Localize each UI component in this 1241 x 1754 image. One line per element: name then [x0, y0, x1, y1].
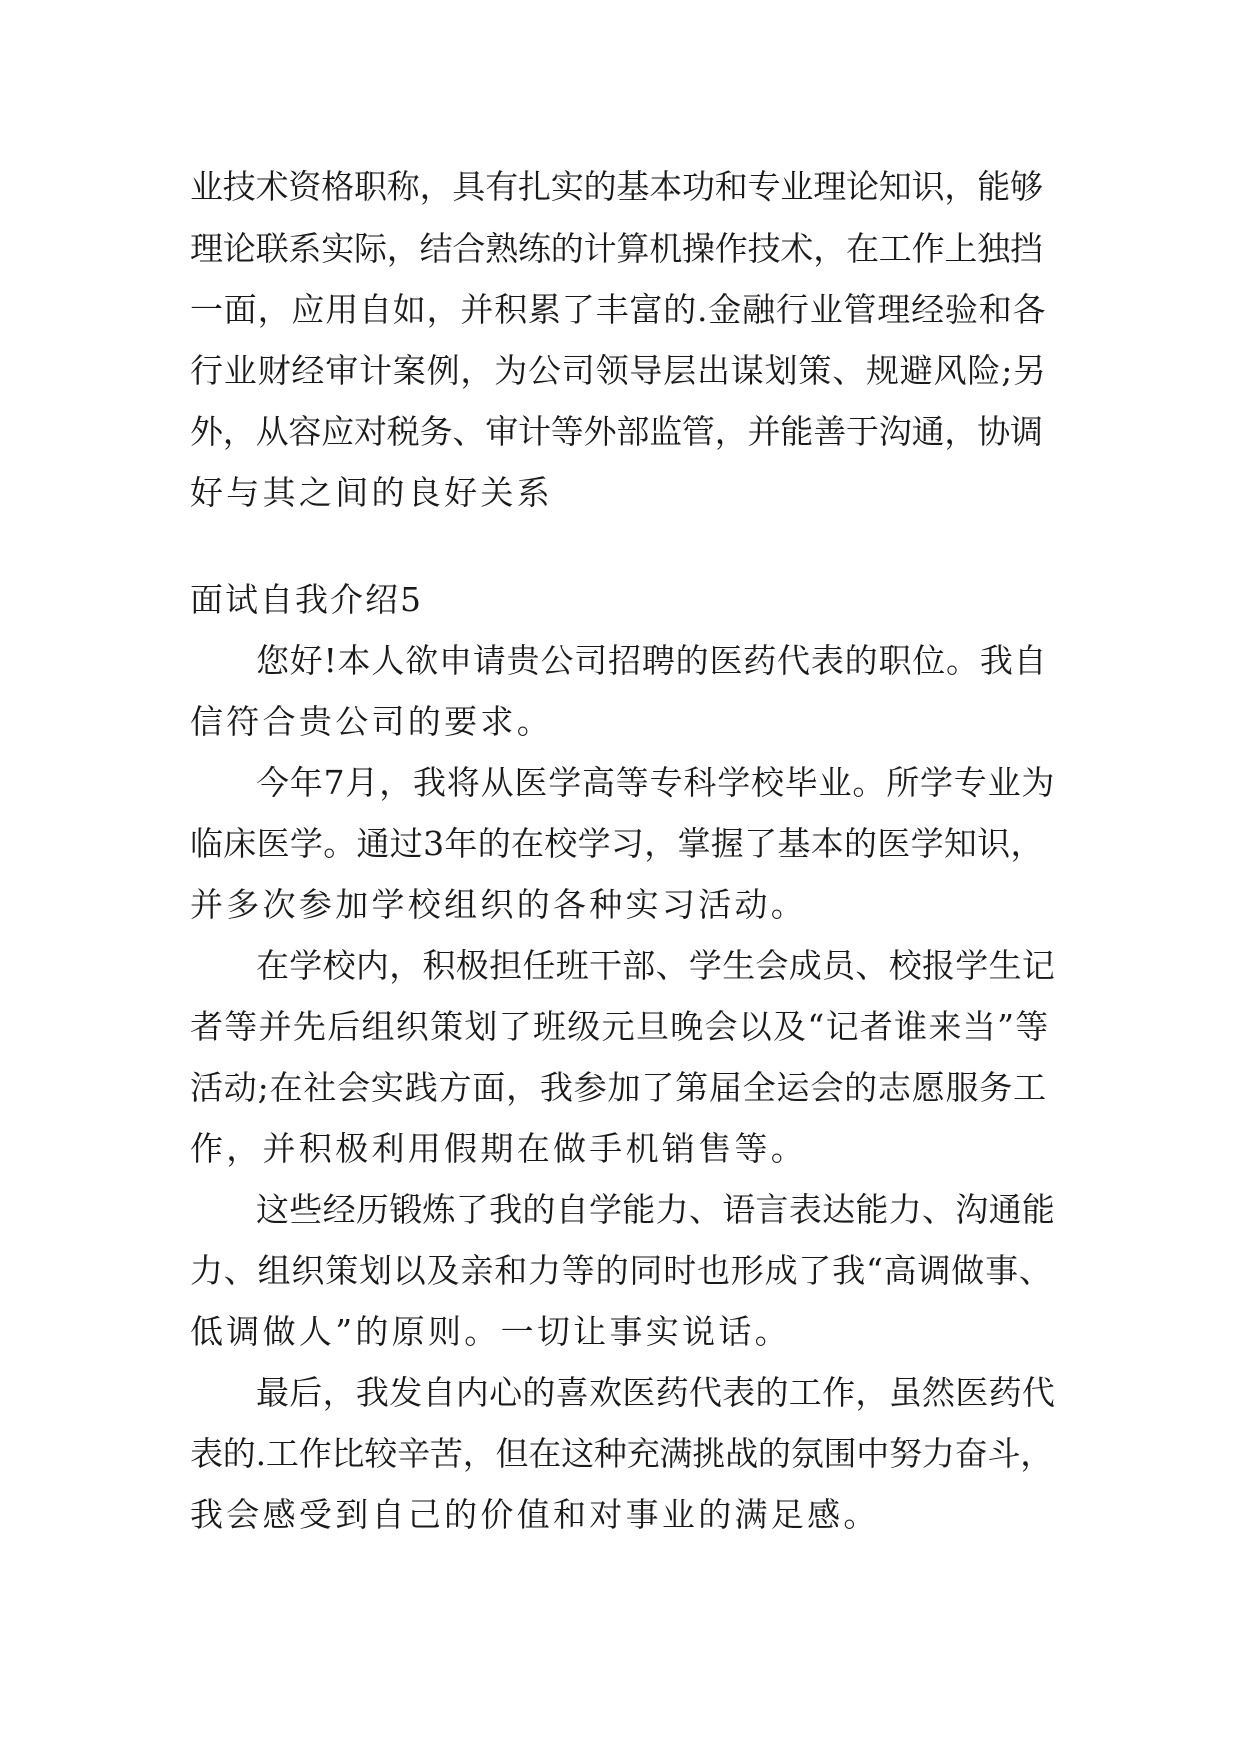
continuation-line: 外，从容应对税务、审计等外部监管，并能善于沟通，协调: [190, 412, 1043, 451]
paragraph-line: 您好!本人欲申请贵公司招聘的医药代表的职位。我自: [256, 641, 1048, 680]
paragraph-line: 我会感受到自己的价值和对事业的满足感。: [190, 1495, 880, 1534]
paragraph-line: 今年7月，我将从医学高等专科学校毕业。所学专业为: [256, 763, 1056, 802]
paragraph-line: 低调做人”的原则。一切让事实说话。: [190, 1312, 791, 1351]
continuation-line: 行业财经审计案例，为公司领导层出谋划策、规避风险;另: [190, 351, 1047, 390]
paragraph-line: 在学校内，积极担任班干部、学生会成员、校报学生记: [256, 946, 1056, 985]
paragraph-line: 作，并积极利用假期在做手机销售等。: [190, 1129, 808, 1168]
paragraph-line: 活动;在社会实践方面，我参加了第届全运会的志愿服务工: [190, 1068, 1047, 1107]
continuation-line: 好与其之间的良好关系: [190, 473, 553, 512]
continuation-line: 一面，应用自如，并积累了丰富的.金融行业管理经验和各: [190, 290, 1047, 329]
paragraph-line: 力、组织策划以及亲和力等的同时也形成了我“高调做事、: [190, 1251, 1053, 1290]
section-title: 面试自我介绍5: [190, 580, 423, 619]
paragraph-line: 信符合贵公司的要求。: [190, 702, 553, 741]
paragraph-line: 者等并先后组织策划了班级元旦晚会以及“记者谁来当”等: [190, 1007, 1050, 1046]
paragraph-line: 临床医学。通过3年的在校学习，掌握了基本的医学知识，: [190, 824, 1044, 863]
paragraph-line: 表的.工作比较辛苦，但在这种充满挑战的氛围中努力奋斗，: [190, 1434, 1054, 1473]
paragraph-line: 这些经历锻炼了我的自学能力、语言表达能力、沟通能: [256, 1190, 1056, 1229]
continuation-line: 业技术资格职称，具有扎实的基本功和专业理论知识，能够: [190, 167, 1043, 206]
continuation-line: 理论联系实际，结合熟练的计算机操作技术，在工作上独挡: [190, 229, 1043, 268]
paragraph-line: 并多次参加学校组织的各种实习活动。: [190, 885, 808, 924]
paragraph-line: 最后，我发自内心的喜欢医药代表的工作，虽然医药代: [256, 1373, 1056, 1412]
